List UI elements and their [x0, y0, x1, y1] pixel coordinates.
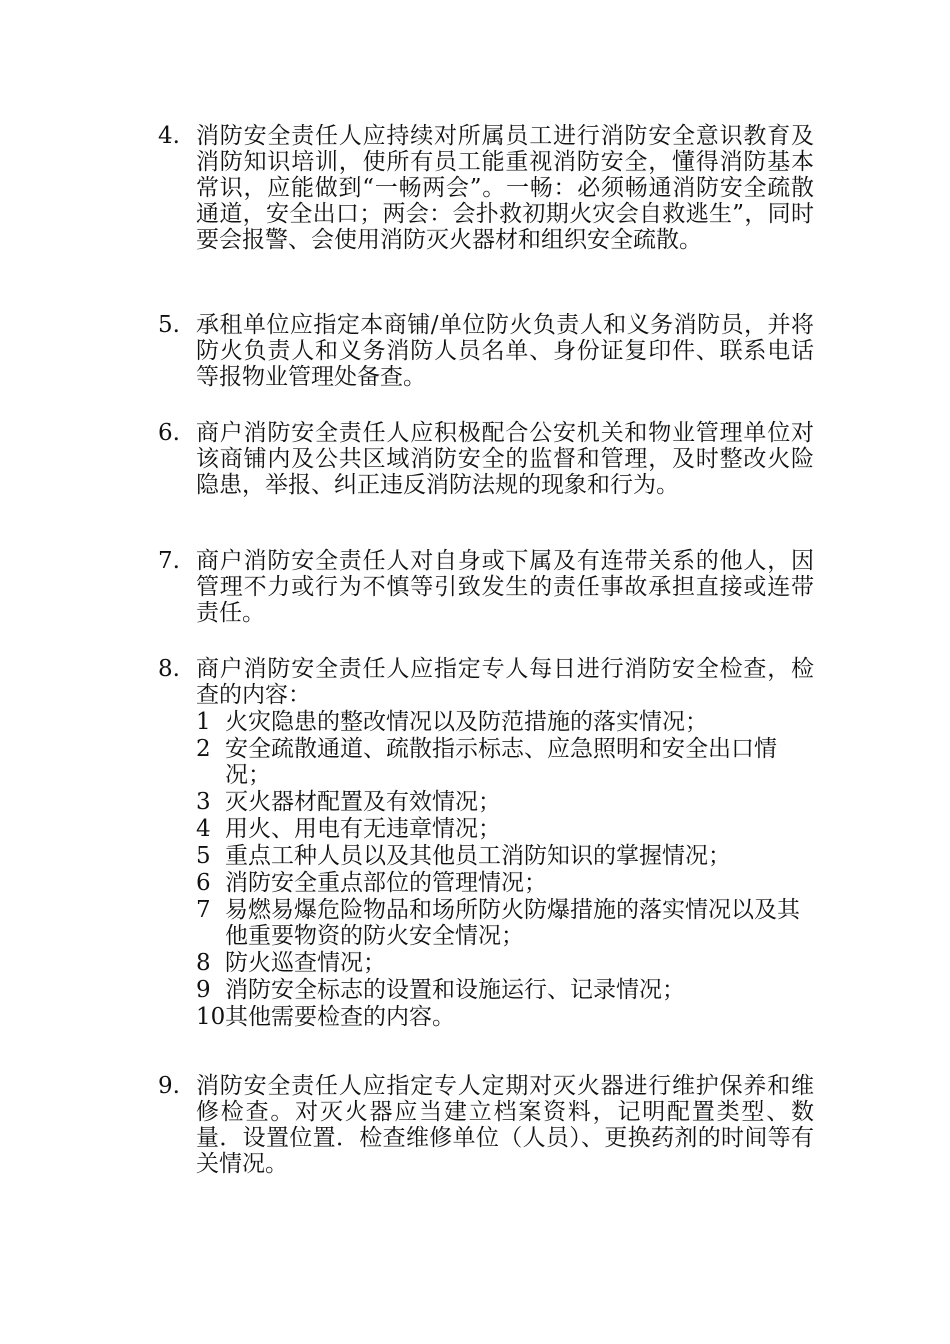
list-item-7 [158, 548, 814, 626]
item-text: 商户消防安全责任人应积极配合公安机关和物业管理单位对该商铺内及公共区域消防安全的监督和管理，及时整改火险隐患，举报、纠正违反消防法规的现象和行为。 [196, 420, 814, 498]
list-item-4 [158, 123, 814, 253]
check-item-10 [196, 1004, 814, 1030]
list-item-6 [158, 420, 814, 498]
check-number: 4 [196, 816, 211, 842]
check-number: 3 [196, 789, 211, 815]
check-item-2 [196, 736, 814, 788]
list-item-8 [158, 656, 814, 1030]
check-item-6 [196, 870, 814, 896]
item-text: 承租单位应指定本商铺/单位防火负责人和义务消防员，并将防火负责人和义务消防人员名单、身份证复印件、联系电话等报物业管理处备查。 [196, 312, 814, 390]
check-item-5 [196, 843, 814, 869]
check-number: 6 [196, 870, 211, 896]
item-text: 消防安全责任人应持续对所属员工进行消防安全意识教育及消防知识培训，使所有员工能重视消防安全，懂得消防基本常识，应能做到“一畅两会”。一畅：必须畅通消防安全疏散通道，安全出口；两会：会扑救初期火灾会自救逃生”，同时要会报警、会使用消防灭火器材和组织安全疏散。 [196, 123, 814, 253]
list-item-5 [158, 312, 814, 390]
item-number: 9. [158, 1073, 180, 1099]
check-item-9 [196, 977, 814, 1003]
check-text: 用火、用电有无违章情况； [225, 816, 501, 842]
item-number: 5. [158, 312, 180, 338]
check-text: 消防安全标志的设置和设施运行、记录情况； [225, 977, 685, 1003]
item-text: 消防安全责任人应指定专人定期对灭火器进行维护保养和维修检查。对灭火器应当建立档案资料，记明配置类型、数量．设置位置．检查维修单位（人员）、更换药剂的时间等有关情况。 [196, 1073, 814, 1177]
check-text: 灭火器材配置及有效情况； [225, 789, 501, 815]
check-text: 易燃易爆危险物品和场所防火防爆措施的落实情况以及其他重要物资的防火安全情况； [225, 897, 800, 949]
check-text: 火灾隐患的整改情况以及防范措施的落实情况； [225, 709, 708, 735]
check-number: 7 [196, 897, 211, 923]
item-number: 4. [158, 123, 180, 149]
check-item-3 [196, 789, 814, 815]
check-number: 8 [196, 950, 211, 976]
item-number: 8. [158, 656, 180, 682]
check-text: 重点工种人员以及其他员工消防知识的掌握情况； [225, 843, 731, 869]
check-number: 10 [196, 1004, 226, 1030]
check-item-4 [196, 816, 814, 842]
check-item-8 [196, 950, 814, 976]
check-number: 9 [196, 977, 211, 1003]
check-number: 1 [196, 709, 211, 735]
check-item-7 [196, 897, 814, 949]
check-text: 其他需要检查的内容。 [225, 1004, 455, 1030]
item-number: 6. [158, 420, 180, 446]
check-text: 消防安全重点部位的管理情况； [225, 870, 547, 896]
check-item-1 [196, 709, 814, 735]
check-number: 5 [196, 843, 211, 869]
item-text: 商户消防安全责任人对自身或下属及有连带关系的他人，因管理不力或行为不慎等引致发生的责任事故承担直接或连带责任。 [196, 548, 814, 626]
list-item-9 [158, 1073, 814, 1177]
item-number: 7. [158, 548, 180, 574]
check-text: 防火巡查情况； [225, 950, 386, 976]
check-number: 2 [196, 736, 211, 762]
item-text: 商户消防安全责任人应指定专人每日进行消防安全检查，检查的内容： [196, 656, 814, 708]
check-text: 安全疏散通道、疏散指示标志、应急照明和安全出口情况； [225, 736, 777, 788]
